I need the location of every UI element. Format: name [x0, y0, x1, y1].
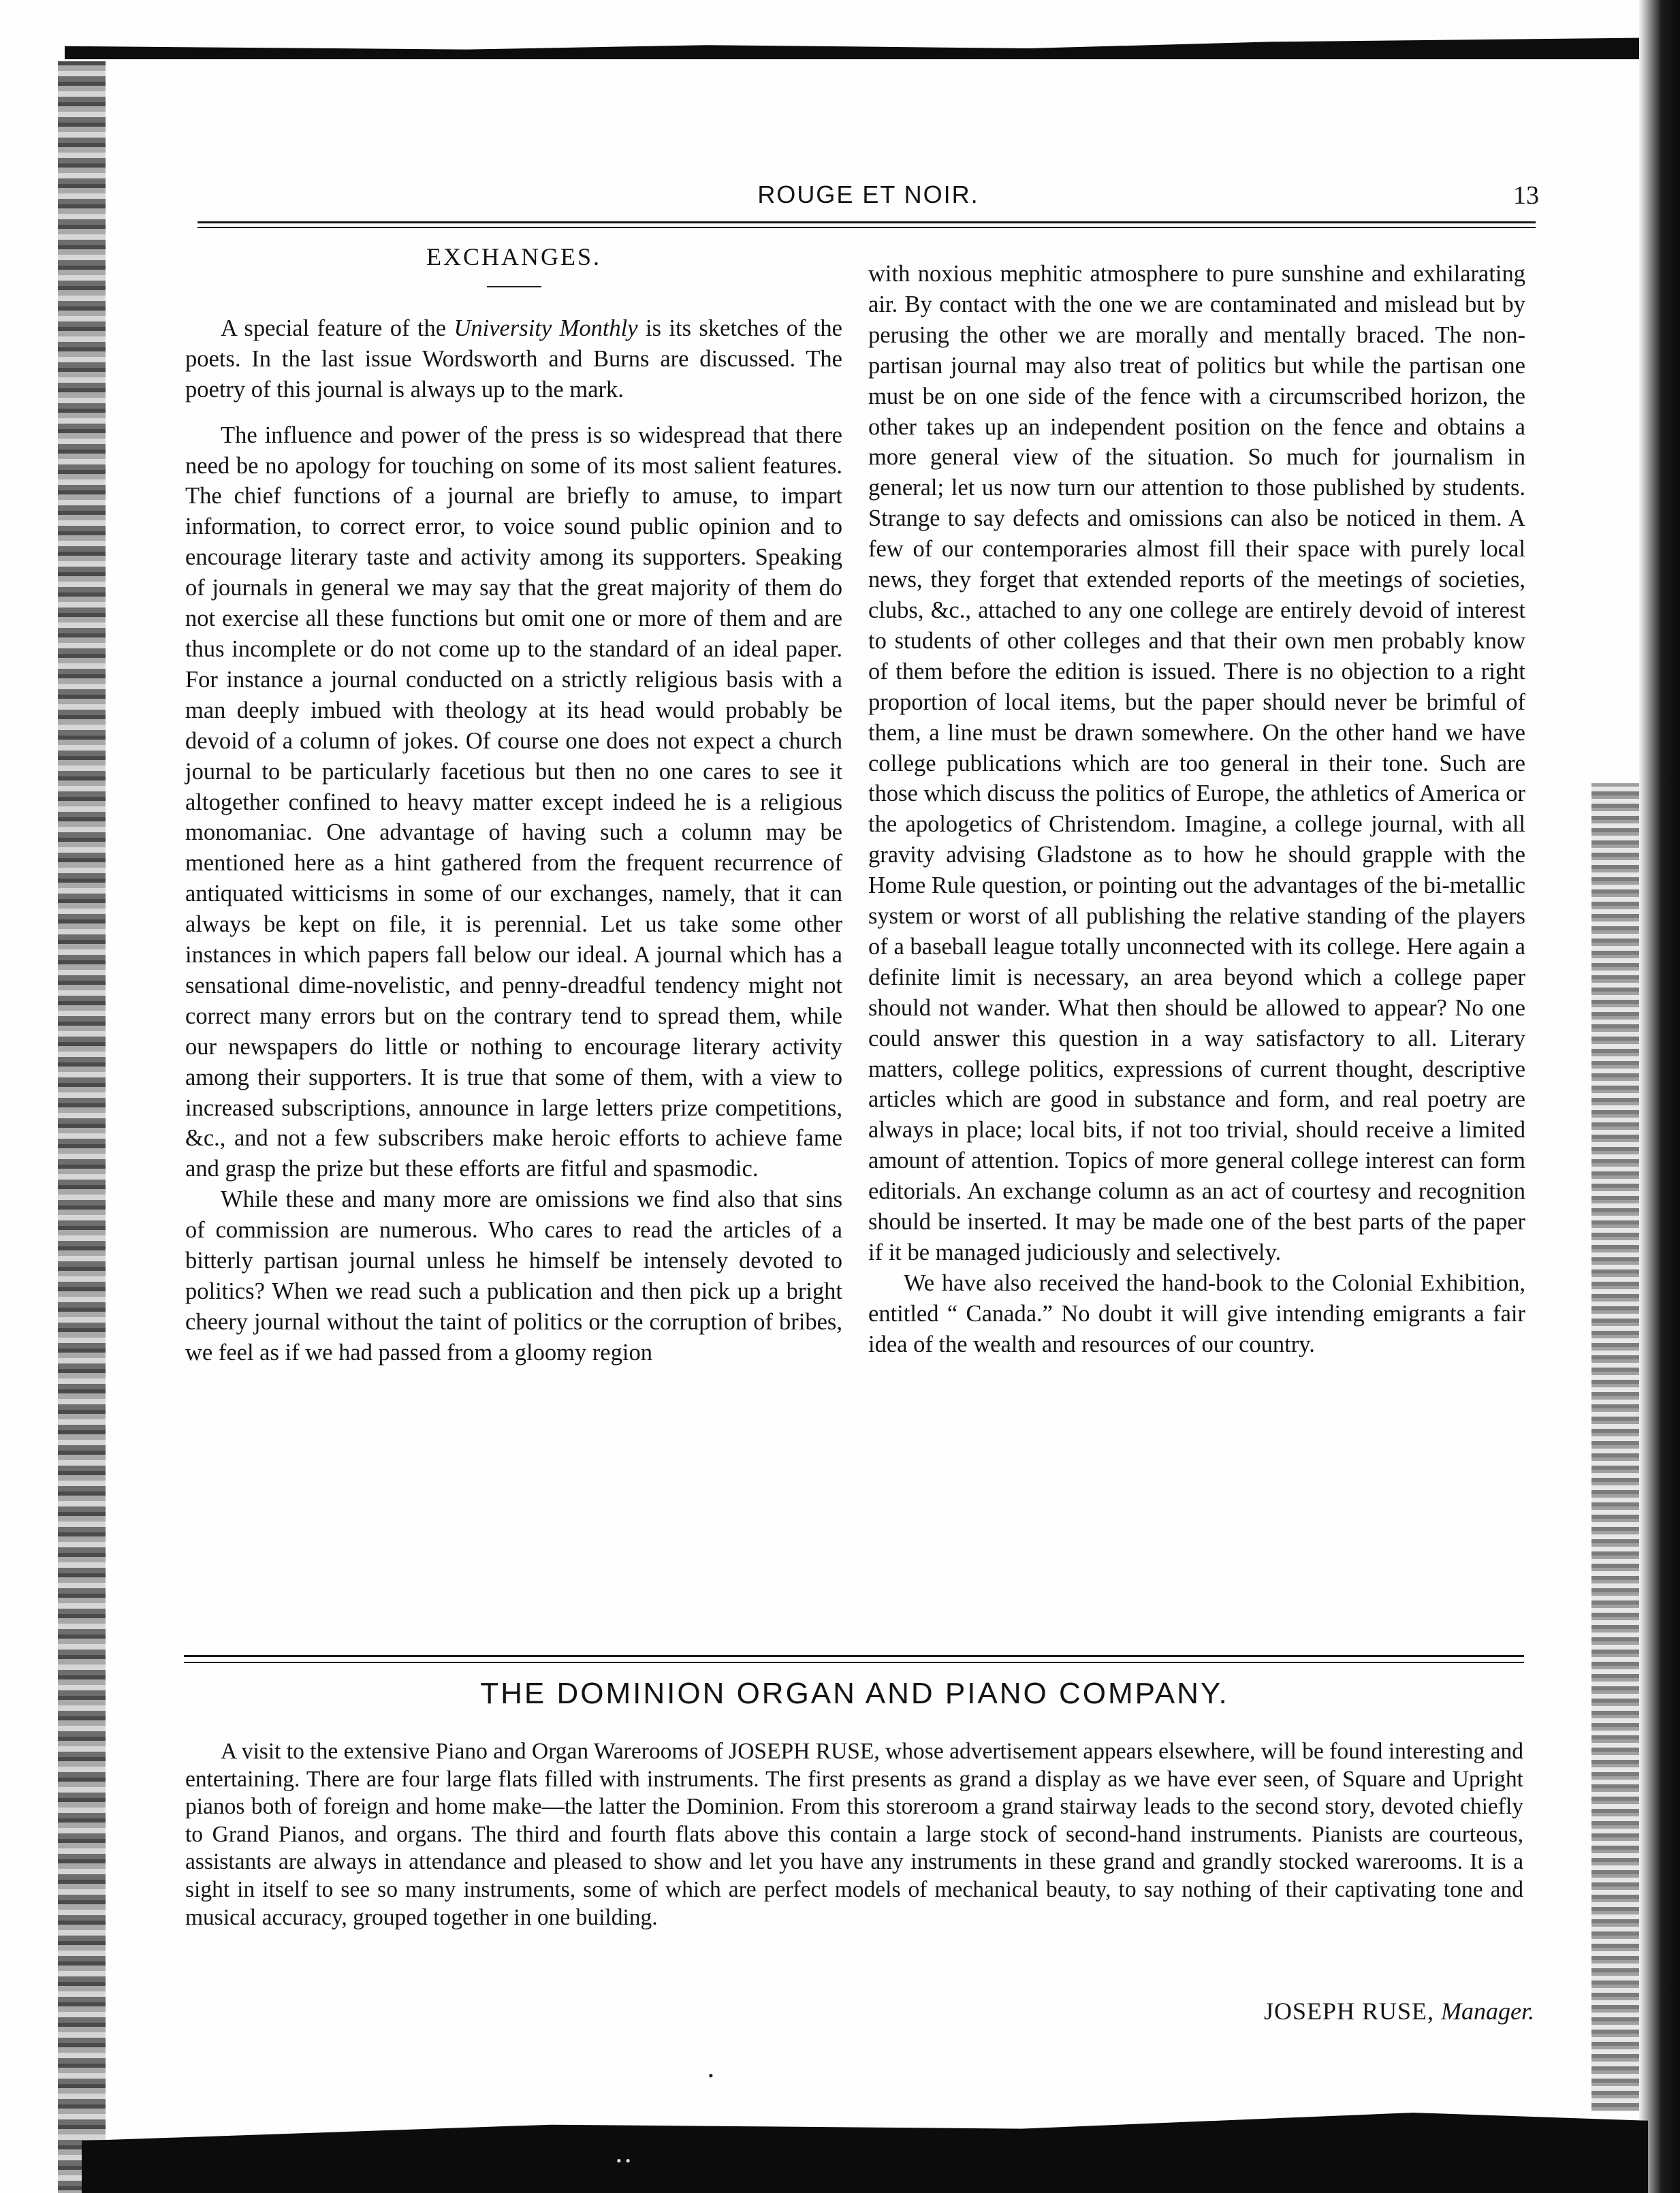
advert-title: THE DOMINION ORGAN AND PIANO COMPANY. [480, 1677, 1229, 1710]
signature-name: JOSEPH RUSE, [1263, 1998, 1434, 2025]
scan-border-right-inner [1591, 783, 1639, 2111]
section-title: EXCHANGES. [426, 243, 601, 270]
page-header [197, 180, 1539, 215]
exchanges-paragraph-4: We have also received the hand-book to the Colonial Exhibition, entitled “ Canada.” No doubt it will give intending emigrants a fair idea of the wealth and resources of our country. [868, 1269, 1525, 1357]
running-head: ROUGE ET NOIR. [757, 180, 979, 208]
section-rule-top [184, 1655, 1524, 1657]
advert-body [185, 1738, 1523, 1931]
header-rule-bottom [197, 227, 1536, 228]
scan-border-left [58, 61, 106, 2193]
exchanges-paragraph-2: The influence and power of the press is so widespread that there need be no apology for touching on some of its most salient features. The chief functions of a journal are briefly to amuse, to impart information, to correct error, to voice sound public opinion and to encourage literary taste and activity among its supporters. Speaking of journals in general we may say that the great majority of them do not exercise all these functions but omit one or more of them and are thus incomplete or do not come up to the standard of an ideal paper. For instance a journal conducted on a strictly religious basis with a man deeply imbued with theology at its head would probably be devoid of a column of jokes. Of course one does not expect a church journal to be particularly facetious but then no one cares to see it altogether confined to heavy matter except indeed he is a religious monomaniac. One advantage of having such a column may be mentioned here as a hint gathered from the frequent recurrence of antiquated witticisms in some of our exchanges, namely, that it can always be kept on file, it is perennial. Let us take some other instances in which papers fall below our ideal. A journal which has a sensational dime-novelistic, and penny-dreadful tendency might not correct many errors but on the contrary tend to spread them, while our newspapers do little or nothing to encourage literary activity among their supporters. It is true that some of them, with a view to increased subscriptions, announce in large letters prize competitions, &c., and not a few subscribers make heroic efforts to achieve fame and grasp the prize but these efforts are fitful and spasmodic. [185, 422, 842, 1182]
title-rule [487, 286, 541, 287]
advert-signature [1264, 1997, 1534, 2025]
exchanges-column-right [868, 259, 1525, 1360]
stray-mark: • • [616, 2152, 631, 2169]
header-rule-top [197, 221, 1536, 223]
exchanges-column-left [185, 242, 842, 1368]
scan-border-top [65, 37, 1672, 59]
exchanges-paragraph-3: While these and many more are omissions we find also that sins of commission are numerous. Who cares to read the articles of a bitterly partisan journal unless he himself be intensely devoted to politics? When we read such a publication and then pick up a bright cheery journal without the taint of politics or the corruption of bribes, we feel as if we had passed from a gloomy region [185, 1186, 842, 1366]
paragraph-1-lead: A special feature of the [221, 315, 454, 341]
exchanges-paragraph-1 [185, 313, 842, 405]
paragraph-1-rest: is its sketches of the poets. In the last issue Wordsworth and Burns are discussed. The poetry of this journal is always up to the mark. [185, 315, 842, 403]
scan-border-bottom [82, 2113, 1648, 2193]
publication-title: University Monthly [454, 315, 638, 341]
exchanges-paragraph-3-continued: with noxious mephitic atmosphere to pure sunshine and exhilarating air. By contact with the one we are contaminated and mislead but by perusing the other we are morally and mentally braced. The non-partisan journal may also treat of politics but while the partisan one must be on one side of the fence with a circumscribed horizon, the other takes up an independent position on the fence and obtains a more general view of the situation. So much for journalism in general; let us now turn our attention to those published by students. Strange to say defects and omissions can also be noticed in them. A few of our contemporaries almost fill their space with purely local news, they forget that extended reports of the meetings of societies, clubs, &c., attached to any one college are entirely devoid of interest to students of other colleges and that their own men probably know of them before the edition is issued. There is no objection to a right proportion of local items, but the paper should never be brimful of them, a line must be drawn somewhere. On the other hand we have college publications which are too general in their tone. Such are those which discuss the politics of Europe, the athletics of America or the apologetics of Christendom. Imagine, a college journal, with all gravity advising Gladstone as to how he should grapple with the Home Rule question, or pointing out the advantages of the bi-metallic system or worst of all publishing the relative standing of the players of a baseball league totally unconnected with its college. Here again a definite limit is necessary, an area beyond which a college paper should not wander. What then should be allowed to appear? No one could answer this question in a way satisfactory to all. Literary matters, college politics, expressions of current thought, descriptive articles which are good in substance and form, and real poetry are always in place; local bits, if not too trivial, should receive a limited amount of attention. Topics of more general college interest can form editorials. An exchange column as an act of courtesy and recognition should be inserted. It may be made one of the best parts of the paper if it be managed judiciously and selectively. [868, 261, 1525, 1265]
signature-title: Manager. [1441, 1998, 1534, 2025]
advert-paragraph: A visit to the extensive Piano and Organ Warerooms of JOSEPH RUSE, whose advertisement appears elsewhere, will be found interesting and entertaining. There are four large flats filled with instruments. The first presents as grand a display as we have ever seen, of Square and Upright pianos both of foreign and home make—the latter the Dominion. From this storeroom a grand stairway leads to the second story, devoted chiefly to Grand Pianos, and organs. The third and fourth flats above this contain a large stock of second-hand instruments. Pianists are courteous, assistants are always in attendance and pleased to show and let you have any instruments in these grand and grandly stocked warerooms. It is a sight in itself to see so many instruments, some of which are perfect models of mechanical beauty, to say nothing of their captivating tone and musical accuracy, grouped together in one building. [185, 1739, 1523, 1930]
section-rule-bottom [184, 1662, 1524, 1663]
scan-border-right [1639, 0, 1680, 2193]
stray-mark: • [708, 2067, 714, 2084]
page-number: 13 [1513, 181, 1539, 210]
